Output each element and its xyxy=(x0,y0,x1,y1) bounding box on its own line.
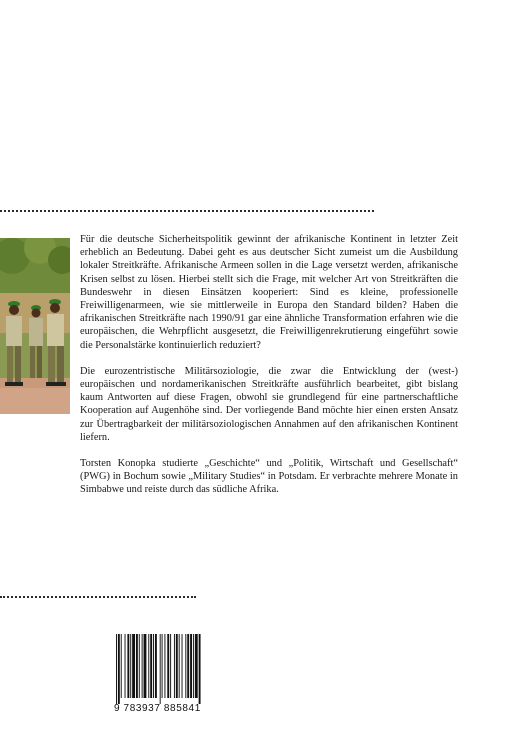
barcode-bar xyxy=(187,634,189,698)
barcode-bar xyxy=(164,634,165,698)
dotted-divider-bottom xyxy=(0,596,196,598)
barcode-bar xyxy=(125,634,126,698)
barcode-bar xyxy=(132,634,135,698)
barcode-bar xyxy=(116,634,117,704)
barcode-bar xyxy=(144,634,147,698)
cover-photo-soldiers xyxy=(0,238,70,414)
barcode-bar xyxy=(176,634,178,698)
isbn-digits: 9 783937 885841 xyxy=(114,703,201,714)
barcode-bar xyxy=(150,634,152,698)
barcode-bar xyxy=(167,634,169,698)
barcode-bar xyxy=(160,634,161,704)
author-bio-paragraph: Torsten Konopka studierte „Geschichte“ und „Politik, Wirtschaft und Gesellschaft“ (PWG) in Bochum sowie „Military Studies“ in Potsdam. Er verbrachte mehrere Monate in Simbabwe und reiste durch das südliche Afrika. xyxy=(80,458,458,496)
barcode-bar xyxy=(174,634,175,698)
back-cover-blurb xyxy=(80,233,458,510)
barcode-bar xyxy=(136,634,138,698)
barcode-bar xyxy=(153,634,154,698)
barcode-bar xyxy=(155,634,157,698)
barcode-bar xyxy=(190,634,192,698)
barcode-bar xyxy=(170,634,171,698)
barcode-bar xyxy=(193,634,194,698)
barcode-bar xyxy=(199,634,201,704)
barcode-bar xyxy=(185,634,186,698)
blurb-paragraph-1: Für die deutsche Sicherheitspolitik gewinnt der afrikanische Kontinent in letzter Zeit erheblich an Bedeutung. Dabei geht es aus deutscher Sicht zumeist um die Ausbildung lokaler Streitkräfte. Afrikanische Armeen sollen in die Lage versetzt werden, afrikanische Krisen selbst zu lösen. Hierbei stellt sich die Frage, mit welcher Art von Streitkräften die Bundeswehr in diesen Einsätzen kooperiert: Sind es kleine, professionelle Freiwilligenarmeen, wie sie mittlerweile in Europa den Standard bilden? Haben die afrikanischen Streitkräfte nach 1990/91 gar eine ähnliche Transformation erfahren wie die europäischen, die Wehrpflicht ausgesetzt, die Freiwilligenrekrutierung eingeführt sowie die Personalstärke kontinuierlich reduziert? xyxy=(80,234,458,351)
blurb-paragraph-2: Die eurozentristische Militärsoziologie, die zwar die Entwicklung der (west-) europäischen und nordamerikanischen Streitkräfte ausführlich bearbeitet, gibt bislang kaum Antworten auf diese Fragen, obwohl sie grundlegend für eine partnerschaftliche Kooperation auf Augenhöhe sind. Der vorliegende Band möchte hier einen ersten Ansatz zur Übertragbarkeit der militärsoziologischen Annahmen auf den afrikanischen Kontinent liefern. xyxy=(80,365,458,443)
barcode-bar xyxy=(148,634,149,698)
barcode-bar xyxy=(118,634,120,704)
barcode-bar xyxy=(130,634,131,698)
dotted-divider-top xyxy=(0,210,374,212)
barcode-bar xyxy=(121,634,122,698)
barcode-bar xyxy=(179,634,180,698)
barcode-bar xyxy=(182,634,183,698)
barcode-bars xyxy=(114,634,230,704)
barcode-bar xyxy=(127,634,129,698)
barcode-bar xyxy=(142,634,143,698)
barcode-bar xyxy=(139,634,140,698)
isbn-barcode xyxy=(114,634,230,712)
barcode-bar xyxy=(195,634,198,698)
barcode-bar xyxy=(162,634,163,698)
